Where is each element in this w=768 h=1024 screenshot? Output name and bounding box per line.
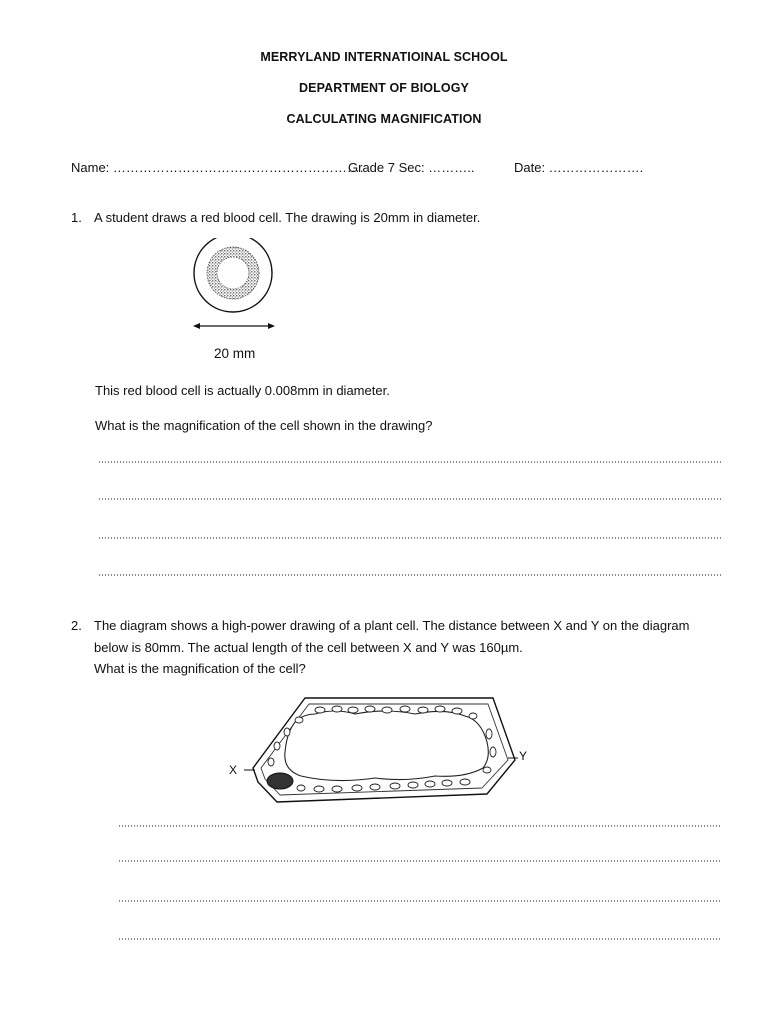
answer-line[interactable] (98, 498, 721, 500)
date-field[interactable]: Date: …………………. (514, 160, 644, 175)
q1-number: 1. (71, 210, 82, 225)
answer-line[interactable] (98, 574, 721, 576)
q1-text: A student draws a red blood cell. The drawing is 20mm in diameter. (94, 210, 481, 225)
department-title: DEPARTMENT OF BIOLOGY (299, 81, 469, 95)
label-y: Y (519, 749, 528, 763)
q2-question: What is the magnification of the cell? (94, 661, 306, 676)
worksheet-title: CALCULATING MAGNIFICATION (286, 112, 482, 126)
arrow-left-head (193, 323, 200, 329)
answer-line[interactable] (118, 900, 720, 902)
q2-text-line1: The diagram shows a high-power drawing of a plant cell. The distance between X and Y on the diagram (94, 618, 690, 633)
arrow-right-head (268, 323, 275, 329)
q1-question: What is the magnification of the cell shown in the drawing? (95, 418, 433, 433)
answer-line[interactable] (118, 938, 720, 940)
q2-text-line2: below is 80mm. The actual length of the cell between X and Y was 160µm. (94, 640, 523, 655)
label-x: X (229, 763, 238, 777)
q1-actual-size: This red blood cell is actually 0.008mm in diameter. (95, 383, 390, 398)
grade-section-field[interactable]: Grade 7 Sec: ……….. (348, 160, 475, 175)
name-field[interactable]: Name: …………………………………………………. (71, 160, 364, 175)
answer-line[interactable] (98, 537, 721, 539)
red-blood-cell-diagram (185, 238, 285, 338)
vacuole (285, 711, 489, 781)
cell-center (217, 257, 249, 289)
dimension-label: 20 mm (214, 346, 256, 361)
school-name: MERRYLAND INTERNATIOINAL SCHOOL (260, 50, 508, 64)
answer-line[interactable] (118, 860, 720, 862)
nucleus (267, 773, 293, 789)
plant-cell-diagram (225, 690, 535, 810)
answer-line[interactable] (118, 825, 720, 827)
answer-line[interactable] (98, 461, 721, 463)
q2-number: 2. (71, 618, 82, 633)
